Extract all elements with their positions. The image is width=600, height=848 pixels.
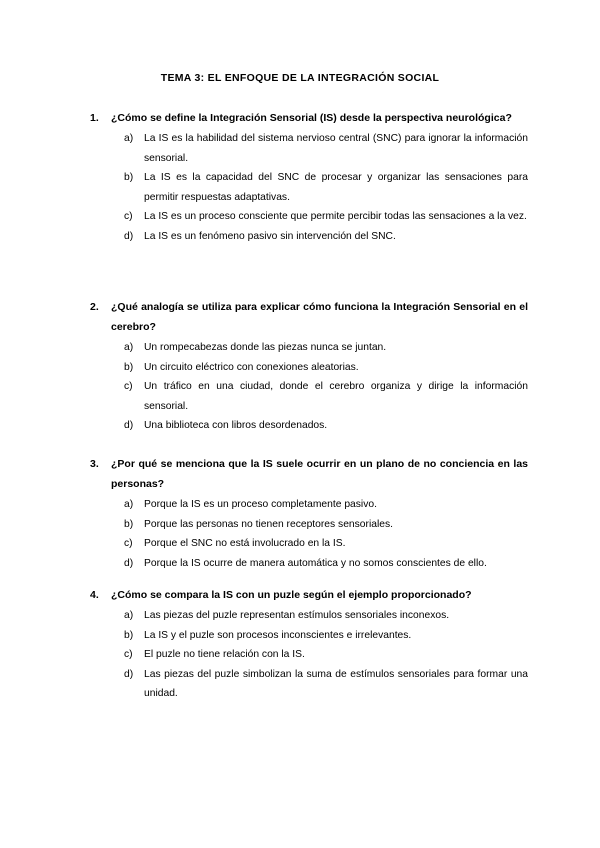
option-a [124,338,528,358]
option-b [124,626,528,646]
option-text: Un tráfico en una ciudad, donde el cerebro organiza y dirige la información sensorial. [144,381,528,412]
option-letter: c) [124,649,133,660]
option-c [124,377,528,416]
option-letter: b) [124,172,134,183]
option-b [124,358,528,378]
question-2 [90,297,528,436]
option-c [124,207,528,227]
option-a [124,129,528,168]
option-letter: c) [124,211,133,222]
option-list [124,338,528,436]
page-title: TEMA 3: EL ENFOQUE DE LA INTEGRACIÓN SOCIAL [160,72,440,84]
option-letter: b) [124,518,134,530]
option-text: Porque el SNC no está involucrado en la IS. [144,538,346,549]
question-header [90,297,528,337]
option-b [124,515,528,535]
question-header [90,454,528,494]
option-letter: a) [124,610,134,621]
option-d [124,554,528,574]
option-list [124,495,528,573]
option-letter: a) [124,133,134,144]
option-text: Las piezas del puzle simbolizan la suma de estímulos sensoriales para formar una unidad. [144,668,528,699]
question-text: ¿Cómo se compara la IS con un puzle según el ejemplo proporcionado? [111,589,472,601]
option-text: La IS es la capacidad del SNC de procesar y organizar las sensaciones para permitir respuestas adaptativas. [144,172,528,203]
option-a [124,495,528,515]
option-text: El puzle no tiene relación con la IS. [144,649,305,660]
question-text: ¿Cómo se define la Integración Sensorial (IS) desde la perspectiva neurológica? [111,112,512,124]
question-number: 4. [90,589,99,601]
option-text: Porque la IS es un proceso completamente pasivo. [144,499,377,510]
option-c [124,645,528,665]
option-letter: c) [124,381,133,392]
question-text: ¿Por qué se menciona que la IS suele ocurrir en un plano de no conciencia en las personas? [111,458,528,490]
option-c [124,534,528,554]
option-letter: a) [124,499,134,510]
option-letter: d) [124,420,134,431]
option-text: La IS es la habilidad del sistema nervioso central (SNC) para ignorar la información sensorial. [144,133,528,164]
option-letter: a) [124,342,134,353]
option-list [124,606,528,704]
option-letter: d) [124,668,134,680]
option-text: Las piezas del puzle representan estímulos sensoriales inconexos. [144,610,450,621]
option-text: Un circuito eléctrico con conexiones aleatorias. [144,361,359,373]
question-4 [90,585,528,704]
option-letter: b) [124,629,134,641]
option-letter: c) [124,538,133,549]
option-text: La IS es un fenómeno pasivo sin intervención del SNC. [144,230,396,242]
question-header [90,108,528,128]
option-text: Porque las personas no tienen receptores sensoriales. [144,518,393,530]
option-d [124,227,528,247]
question-text: ¿Qué analogía se utiliza para explicar cómo funciona la Integración Sensorial en el cerebro? [111,301,528,333]
option-d [124,665,528,704]
question-3 [90,454,528,573]
question-header [90,585,528,605]
option-letter: d) [124,557,134,569]
option-text: Una biblioteca con libros desordenados. [144,420,328,431]
option-letter: d) [124,230,134,242]
option-b [124,168,528,207]
option-text: Porque la IS ocurre de manera automática y no somos conscientes de ello. [144,557,487,569]
option-text: La IS y el puzle son procesos inconscientes e irrelevantes. [144,629,412,641]
option-text: La IS es un proceso consciente que permite percibir todas las sensaciones a la vez. [144,211,527,222]
option-letter: b) [124,361,134,373]
option-a [124,606,528,626]
question-number: 3. [90,458,99,470]
option-text: Un rompecabezas donde las piezas nunca se juntan. [144,342,387,353]
question-number: 1. [90,112,99,124]
question-number: 2. [90,301,99,313]
option-d [124,416,528,436]
question-1 [90,108,528,246]
option-list [124,129,528,246]
